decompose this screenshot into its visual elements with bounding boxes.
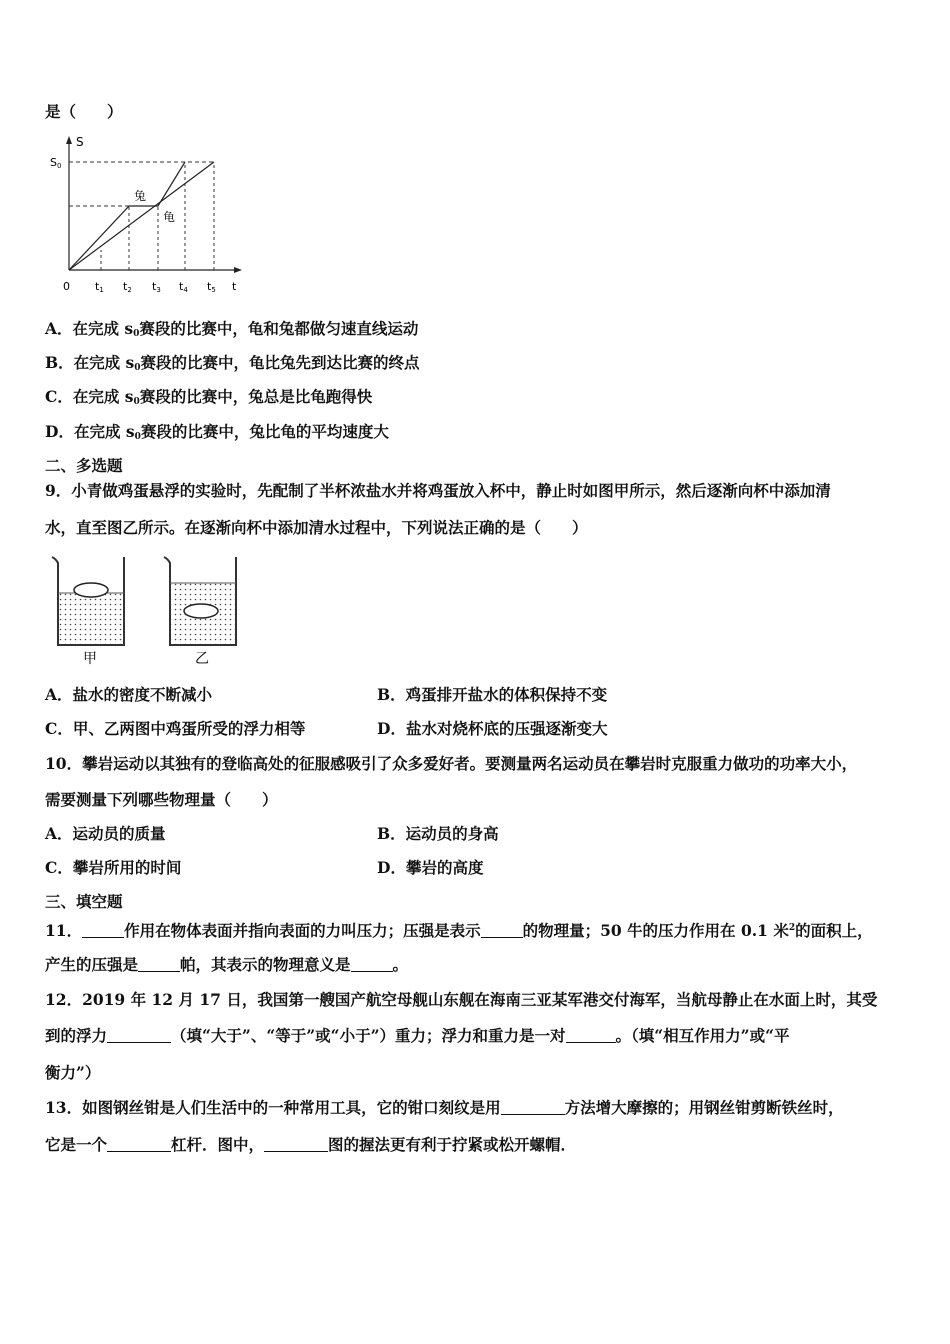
q12-line3: 衡力”） bbox=[45, 1063, 101, 1082]
q9-option-b: B．鸡蛋排开盐水的体积保持不变 bbox=[377, 685, 608, 704]
s-t-graph bbox=[40, 130, 255, 298]
rabbit-label: 兔 bbox=[134, 189, 147, 203]
q9-option-c: C．甲、乙两图中鸡蛋所受的浮力相等 bbox=[45, 719, 306, 738]
x-tick-t3: t3 bbox=[152, 280, 161, 294]
q9-option-a: A．盐水的密度不断减小 bbox=[45, 685, 213, 704]
label-jia: 甲 bbox=[83, 651, 97, 667]
q8-option-b: B．在完成 $s_0$赛段的比赛中，龟比兔先到达比赛的终点 bbox=[45, 353, 420, 373]
q9-option-d: D．盐水对烧杯底的压强逐渐变大 bbox=[377, 719, 608, 738]
y-axis-label: S bbox=[76, 135, 84, 149]
section-heading-fill-in: 三、填空题 bbox=[45, 892, 123, 911]
x-tick-t1: t1 bbox=[95, 280, 104, 294]
q8-option-c: C．在完成 $s_0$赛段的比赛中，兔总是比龟跑得快 bbox=[45, 387, 373, 407]
beaker-yi bbox=[164, 557, 236, 667]
label-yi: 乙 bbox=[195, 651, 209, 667]
origin-label: 0 bbox=[63, 280, 70, 293]
q10-option-a: A．运动员的质量 bbox=[45, 824, 166, 843]
q8-question-tail: 是（ ） bbox=[45, 102, 123, 121]
q13-line2: 它是一个 杠杆．图中， 图的握法更有利于拧紧或松开螺帽． bbox=[45, 1135, 577, 1154]
q10-stem-line2: 需要测量下列哪些物理量（ ） bbox=[45, 790, 278, 809]
answer-blank[interactable] bbox=[82, 923, 124, 938]
answer-blank[interactable] bbox=[138, 957, 180, 972]
answer-blank[interactable] bbox=[107, 1137, 171, 1152]
answer-blank[interactable] bbox=[481, 923, 523, 938]
q10-stem-line1: 10．攀岩运动以其独有的登临高处的征服感吸引了众多爱好者。要测量两名运动员在攀岩时克服重力做功的功率大小， bbox=[45, 754, 858, 773]
answer-blank[interactable] bbox=[351, 957, 393, 972]
q10-option-c: C．攀岩所用的时间 bbox=[45, 858, 182, 877]
q9-stem-line2: 水，直至图乙所示。在逐渐向杯中添加清水过程中，下列说法正确的是（ ） bbox=[45, 518, 588, 537]
q8-option-a: A．在完成 $s_0$赛段的比赛中，龟和兔都做匀速直线运动 bbox=[45, 319, 419, 339]
q13-line1: 13．如图钢丝钳是人们生活中的一种常用工具，它的钳口刻纹是用 方法增大摩擦的；用钢丝钳剪断铁丝时， bbox=[45, 1098, 844, 1117]
section-heading-multiple-choice: 二、多选题 bbox=[45, 456, 123, 475]
q9-stem-line1: 9．小青做鸡蛋悬浮的实验时，先配制了半杯浓盐水并将鸡蛋放入杯中，静止时如图甲所示，然后逐渐向杯中添加清 bbox=[45, 481, 831, 500]
turtle-label: 龟 bbox=[163, 210, 176, 224]
x-axis-label: t bbox=[232, 280, 237, 293]
q10-option-d: D．攀岩的高度 bbox=[377, 858, 484, 877]
q12-line2: 到的浮力 （填“大于”、“等于”或“小于”）重力；浮力和重力是一对 。（填“相互作用力”或“平 bbox=[45, 1026, 790, 1045]
answer-blank[interactable] bbox=[107, 1028, 171, 1043]
x-tick-t4: t4 bbox=[179, 280, 188, 294]
x-tick-t5: t5 bbox=[207, 280, 216, 294]
q12-line1: 12．2019 年 12 月 17 日，我国第一艘国产航空母舰山东舰在海南三亚某军港交付海军，当航母静止在水面上时，其受 bbox=[45, 990, 878, 1009]
beaker-figure bbox=[44, 553, 244, 669]
answer-blank[interactable] bbox=[264, 1137, 328, 1152]
answer-blank[interactable] bbox=[566, 1028, 616, 1043]
beaker-jia bbox=[52, 557, 124, 667]
q10-option-b: B．运动员的身高 bbox=[377, 824, 499, 843]
s0-tick-label: S0 bbox=[50, 156, 62, 170]
q11-line1: 11． 作用在物体表面并指向表面的力叫压力；压强是表示 的物理量；50 牛的压力作用在 0.1 米$^2$的面积上， bbox=[45, 921, 873, 940]
answer-blank[interactable] bbox=[501, 1100, 565, 1115]
q8-option-d: D．在完成 $s_0$赛段的比赛中，兔比龟的平均速度大 bbox=[45, 422, 389, 442]
x-tick-t2: t2 bbox=[123, 280, 132, 294]
q11-line2: 产生的压强是 帕，其表示的物理意义是 。 bbox=[45, 955, 409, 974]
